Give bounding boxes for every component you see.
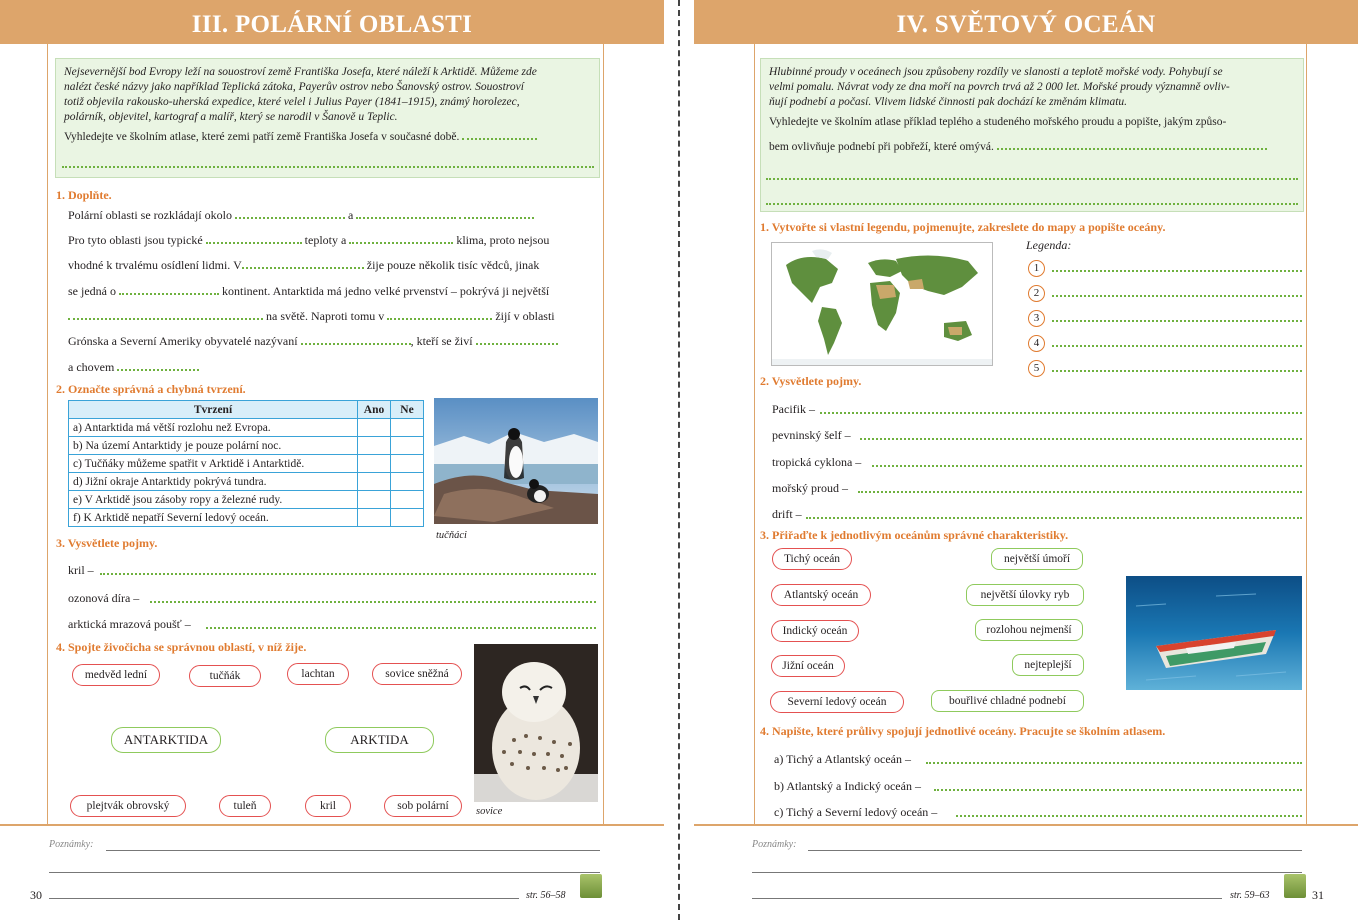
region-card-arctic[interactable]: ARKTIDA xyxy=(325,727,434,753)
text: klima, proto nejsou xyxy=(456,233,550,247)
world-map-image xyxy=(772,243,993,366)
statement: f) K Arktidě nepatří Severní ledový oceán. xyxy=(69,509,358,527)
strait-pair: c) Tichý a Severní ledový oceán – xyxy=(774,805,938,819)
no-checkbox[interactable] xyxy=(391,509,424,527)
text: žije pouze několik tisíc vědců, jinak xyxy=(366,258,540,272)
table-header: Tvrzení xyxy=(69,401,358,419)
left-margin-rule xyxy=(47,44,48,824)
section-title: 2. Vysvětlete pojmy. xyxy=(760,374,862,388)
notes-line[interactable] xyxy=(106,850,600,851)
yes-checkbox[interactable] xyxy=(358,419,391,437)
table-header: Ano xyxy=(358,401,391,419)
term-line xyxy=(772,455,861,470)
trait-card[interactable]: nejteplejší xyxy=(1012,654,1084,676)
notes-line[interactable] xyxy=(752,872,1302,873)
table-header: Ne xyxy=(391,401,424,419)
chapter-banner: IV. SVĚTOVÝ OCEÁN xyxy=(694,0,1358,44)
statement: c) Tučňáky můžeme spatřit v Arktidě i Antarktidě. xyxy=(69,455,358,473)
strait-line xyxy=(774,752,911,767)
answer-blank[interactable] xyxy=(206,627,596,629)
text: se jedná o xyxy=(68,284,116,298)
info-box xyxy=(55,58,600,178)
answer-blank[interactable] xyxy=(459,209,534,219)
answer-blank[interactable] xyxy=(956,815,1302,817)
penguins-photo xyxy=(434,398,598,524)
answer-blank[interactable] xyxy=(301,335,411,345)
fill-line-1 xyxy=(68,208,534,223)
statement: b) Na území Antarktidy je pouze polární noc. xyxy=(69,437,358,455)
answer-blank[interactable] xyxy=(1052,295,1302,297)
table-row xyxy=(69,419,424,437)
ocean-card[interactable]: Tichý oceán xyxy=(772,548,852,570)
page-number: 31 xyxy=(1312,888,1324,902)
strait-line xyxy=(774,779,921,794)
trait-card[interactable]: největší úmoří xyxy=(991,548,1083,570)
info-text-3: totiž objevila rakousko-uherská expedice, které velel i Julius Payer (1841–1915), známý horolezec, xyxy=(64,96,520,108)
term-line xyxy=(68,591,139,606)
section-title: 4. Napište, které průlivy spojují jednotlivé oceány. Pracujte se školním atlasem. xyxy=(760,724,1166,738)
notes-line[interactable] xyxy=(808,850,1302,851)
answer-blank[interactable] xyxy=(766,178,1298,180)
answer-blank[interactable] xyxy=(462,130,537,140)
term: kril – xyxy=(68,563,94,577)
no-checkbox[interactable] xyxy=(391,491,424,509)
notes-line[interactable] xyxy=(49,898,519,899)
answer-blank[interactable] xyxy=(150,601,596,603)
info-text-1: Nejsevernější bod Evropy leží na souostroví země Františka Josefa, které náleží k Arktidě. Můžeme zde xyxy=(64,66,537,78)
term: arktická mrazová poušť – xyxy=(68,617,191,631)
section-title: 4. Spojte živočicha se správnou oblastí, v níž žije. xyxy=(56,640,307,654)
animal-card[interactable]: plejtvák obrovský xyxy=(70,795,186,817)
statement: e) V Arktidě jsou zásoby ropy a železné rudy. xyxy=(69,491,358,509)
ocean-card[interactable]: Severní ledový oceán xyxy=(770,691,904,713)
answer-blank[interactable] xyxy=(68,310,263,320)
info-box xyxy=(760,58,1304,212)
notes-label: Poznámky: xyxy=(49,839,94,850)
animal-card[interactable]: tuleň xyxy=(219,795,271,817)
no-checkbox[interactable] xyxy=(391,437,424,455)
term: pevninský šelf – xyxy=(772,428,851,442)
fill-line-4 xyxy=(68,284,549,299)
textbook-logo-icon xyxy=(580,874,602,898)
section-title: 3. Vysvětlete pojmy. xyxy=(56,536,158,550)
info-task-2 xyxy=(769,140,1295,155)
section-title: 1. Doplňte. xyxy=(56,188,112,202)
table-row xyxy=(69,491,424,509)
info-text-4: polárník, objevitel, kartograf a malíř, který se narodil v Šanově u Teplic. xyxy=(64,111,398,123)
section-title: 2. Označte správná a chybná tvrzení. xyxy=(56,382,246,396)
chapter-banner: III. POLÁRNÍ OBLASTI xyxy=(0,0,664,44)
textbook-logo-icon xyxy=(1284,874,1306,898)
term: ozonová díra – xyxy=(68,591,140,605)
table-row xyxy=(69,473,424,491)
right-margin-rule xyxy=(1306,44,1307,824)
penguins-caption: tučňáci xyxy=(436,530,467,541)
legend-number: 1 xyxy=(1028,260,1045,277)
answer-blank[interactable] xyxy=(1052,270,1302,272)
info-task-text: Vyhledejte ve školním atlase, které zemi patří země Františka Josefa v současné době. xyxy=(64,131,460,143)
info-text-2: velmi pomalu. Návrat vody ze dna moří na povrch trvá až 2 000 let. Mořské proudy významně ovliv- xyxy=(769,81,1230,93)
term-line xyxy=(68,617,191,632)
answer-blank[interactable] xyxy=(820,412,1302,414)
legend-number: 4 xyxy=(1028,335,1045,352)
yes-checkbox[interactable] xyxy=(358,509,391,527)
ocean-card[interactable]: Atlantský oceán xyxy=(771,584,871,606)
boat-image xyxy=(1126,576,1302,690)
notes-label: Poznámky: xyxy=(752,839,797,850)
answer-blank[interactable] xyxy=(934,789,1302,791)
text: Grónska a Severní Ameriky obyvatelé nazývaní xyxy=(68,334,298,348)
answer-blank[interactable] xyxy=(1052,370,1302,372)
info-text-1: Hlubinné proudy v oceánech jsou způsobeny rozdíly ve slanosti a teplotě mořské vody. Pohybují se xyxy=(769,66,1223,78)
boat-photo xyxy=(1126,576,1302,690)
yes-checkbox[interactable] xyxy=(358,437,391,455)
yes-checkbox[interactable] xyxy=(358,455,391,473)
section-title: 3. Přiřaďte k jednotlivým oceánům správné charakteristiky. xyxy=(760,528,1069,542)
trait-card[interactable]: rozlohou nejmenší xyxy=(975,619,1083,641)
true-false-table xyxy=(68,400,424,527)
legend-number: 5 xyxy=(1028,360,1045,377)
answer-blank[interactable] xyxy=(235,209,345,219)
table-row xyxy=(69,509,424,527)
section-title: 1. Vytvořte si vlastní legendu, pojmenujte, zakreslete do mapy a popište oceány. xyxy=(760,220,1166,234)
info-text-3: ňují podnebí a počasí. Vlivem lidské činnosti pak dochází ke změnám klimatu. xyxy=(769,96,1128,108)
owl-caption: sovice xyxy=(476,806,503,817)
text: žijí v oblasti xyxy=(495,309,555,323)
fill-line-2 xyxy=(68,233,549,248)
owl-photo xyxy=(474,644,598,802)
answer-blank[interactable] xyxy=(997,140,1267,150)
statement: a) Antarktida má větší rozlohu než Evropa. xyxy=(69,419,358,437)
legend-label: Legenda: xyxy=(1026,238,1072,252)
world-map[interactable] xyxy=(771,242,993,366)
term-line xyxy=(772,481,848,496)
legend-number: 3 xyxy=(1028,310,1045,327)
right-margin-rule xyxy=(603,44,604,824)
snowy-owl-image xyxy=(474,644,598,802)
no-checkbox[interactable] xyxy=(391,455,424,473)
notes-line[interactable] xyxy=(49,872,600,873)
text: kontinent. Antarktida má jedno velké prvenství – pokrývá ji největší xyxy=(221,284,550,298)
animal-card[interactable]: medvěd lední xyxy=(72,664,160,686)
answer-blank[interactable] xyxy=(387,310,492,320)
table-row xyxy=(69,455,424,473)
answer-blank[interactable] xyxy=(206,234,302,244)
answer-blank[interactable] xyxy=(349,234,453,244)
trait-card[interactable]: bouřlivé chladné podnebí xyxy=(931,690,1084,712)
fill-line-7 xyxy=(68,360,199,375)
term-line xyxy=(68,563,94,578)
info-text-2: nalézt české názvy jako například Teplická zátoka, Payerův ostrov nebo Šanovský ostrov. Souostroví xyxy=(64,81,524,93)
animal-card[interactable]: sob polární xyxy=(384,795,462,817)
table-row xyxy=(69,437,424,455)
legend-number: 2 xyxy=(1028,285,1045,302)
term: Pacifik – xyxy=(772,402,815,416)
text: vhodné k trvalému osídlení lidmi. V xyxy=(68,258,242,272)
ocean-card[interactable]: Indický oceán xyxy=(771,620,859,642)
textbook-reference: str. 59–63 xyxy=(1230,890,1270,901)
answer-blank[interactable] xyxy=(858,491,1302,493)
bottom-rule xyxy=(694,824,1358,826)
text: Polární oblasti se rozkládají okolo xyxy=(68,208,232,222)
answer-blank[interactable] xyxy=(1052,345,1302,347)
term-line xyxy=(772,507,802,522)
answer-blank[interactable] xyxy=(1052,320,1302,322)
text: na světě. Naproti tomu v xyxy=(266,309,385,323)
fill-line-6 xyxy=(68,334,558,349)
region-card-antarctica[interactable]: ANTARKTIDA xyxy=(111,727,221,753)
info-task xyxy=(64,130,591,145)
answer-blank[interactable] xyxy=(806,517,1302,519)
strait-pair: b) Atlantský a Indický oceán – xyxy=(774,779,921,793)
text: Pro tyto oblasti jsou typické xyxy=(68,233,203,247)
answer-blank[interactable] xyxy=(860,438,1302,440)
yes-checkbox[interactable] xyxy=(358,473,391,491)
no-checkbox[interactable] xyxy=(391,473,424,491)
textbook-reference: str. 56–58 xyxy=(526,890,566,901)
text: , kteří se živí xyxy=(410,334,473,348)
penguins-image xyxy=(434,398,598,524)
answer-blank[interactable] xyxy=(926,762,1302,764)
animal-card[interactable]: lachtan xyxy=(287,663,349,685)
term: tropická cyklona – xyxy=(772,455,862,469)
page-right xyxy=(694,0,1358,920)
strait-line xyxy=(774,805,937,820)
answer-blank[interactable] xyxy=(62,166,594,168)
ocean-card[interactable]: Jižní oceán xyxy=(771,655,845,677)
left-margin-rule xyxy=(754,44,755,824)
answer-blank[interactable] xyxy=(242,259,364,269)
term: mořský proud – xyxy=(772,481,848,495)
yes-checkbox[interactable] xyxy=(358,491,391,509)
statement: d) Jižní okraje Antarktidy pokrývá tundra. xyxy=(69,473,358,491)
answer-blank[interactable] xyxy=(476,335,558,345)
page-number: 30 xyxy=(30,888,42,902)
answer-blank[interactable] xyxy=(766,203,1298,205)
fill-line-5 xyxy=(68,309,555,324)
answer-blank[interactable] xyxy=(119,285,219,295)
info-task-text: bem ovlivňuje podnebí při pobřeží, které omývá. xyxy=(769,141,994,153)
term: drift – xyxy=(772,507,802,521)
notes-line[interactable] xyxy=(752,898,1222,899)
animal-card[interactable]: tučňák xyxy=(189,665,261,687)
info-task-1: Vyhledejte ve školním atlase příklad teplého a studeného mořského proudu a popište, jakým způso- xyxy=(769,116,1227,128)
no-checkbox[interactable] xyxy=(391,419,424,437)
answer-blank[interactable] xyxy=(872,465,1302,467)
trait-card[interactable]: největší úlovky ryb xyxy=(966,584,1084,606)
text: a xyxy=(347,208,354,222)
page-spread-divider xyxy=(678,0,680,920)
fill-line-3 xyxy=(68,258,539,273)
animal-card[interactable]: sovice sněžná xyxy=(372,663,462,685)
strait-pair: a) Tichý a Atlantský oceán – xyxy=(774,752,911,766)
term-line xyxy=(772,428,851,443)
answer-blank[interactable] xyxy=(100,573,596,575)
answer-blank[interactable] xyxy=(117,361,199,371)
animal-card[interactable]: kril xyxy=(305,795,351,817)
text: teploty a xyxy=(304,233,347,247)
term-line xyxy=(772,402,815,417)
text: a chovem xyxy=(68,360,115,374)
answer-blank[interactable] xyxy=(356,209,456,219)
bottom-rule xyxy=(0,824,664,826)
page-left xyxy=(0,0,664,920)
